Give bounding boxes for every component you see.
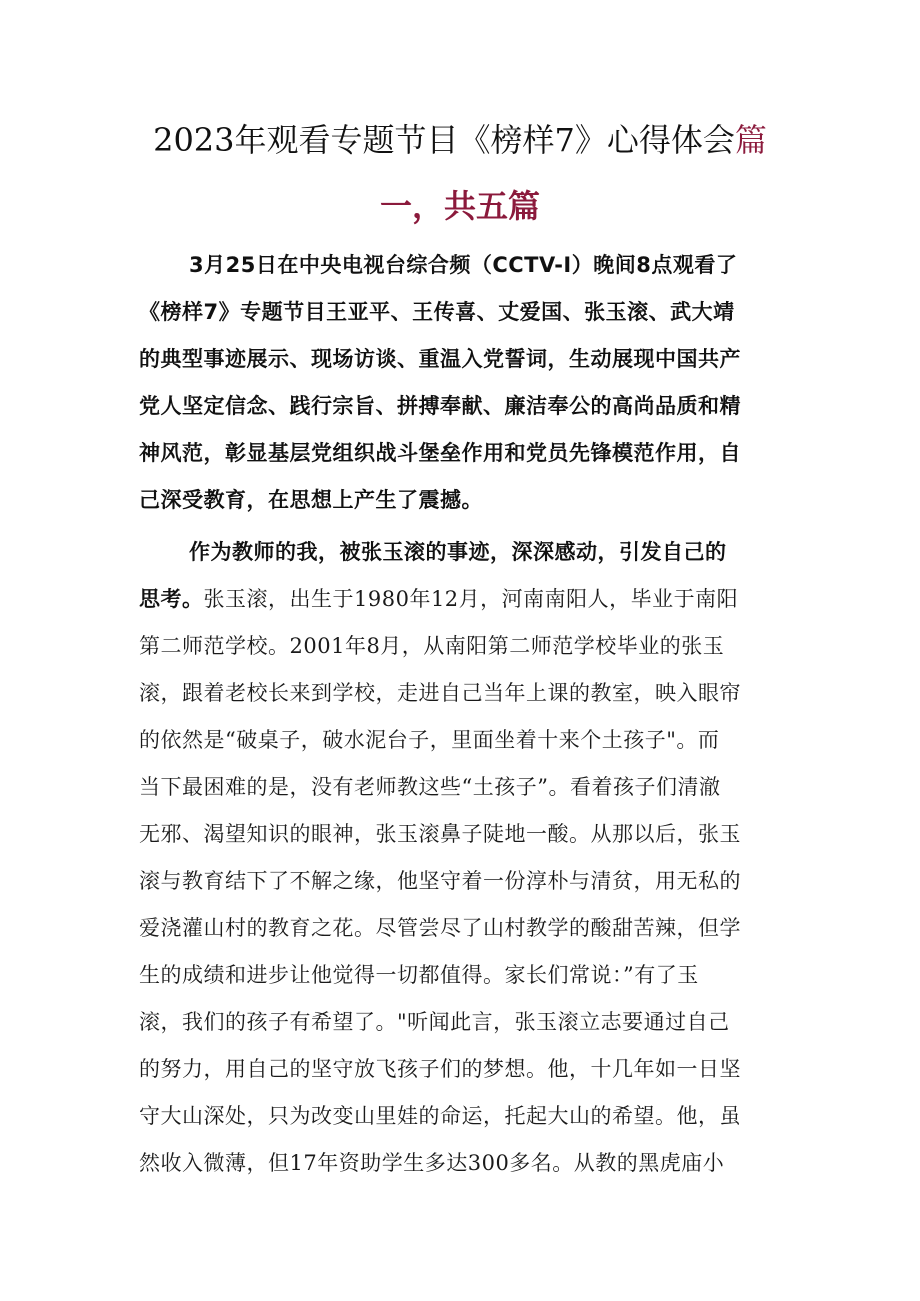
- paragraph-2-line: 当下最困难的是，没有老师教这些“土孩子”。看着孩子们清澈: [139, 775, 721, 799]
- paragraph-1-line: 3月25日在中央电视台综合频（CCTV-I）晚间8点观看了: [189, 253, 738, 277]
- paragraph-2-line: 爱浇灌山村的教育之花。尽管尝尽了山村教学的酸甜苦辣，但学: [139, 916, 741, 940]
- paragraph-1: [139, 250, 789, 530]
- title-main-text: 2023年观看专题节目《榜样7》心得体会: [153, 121, 735, 159]
- paragraph-2-line: 滚，跟着老校长来到学校，走进自己当年上课的教室，映入眼帘: [139, 681, 741, 705]
- paragraph-2-line: 的努力，用自己的坚守放飞孩子们的梦想。他，十几年如一日坚: [139, 1057, 741, 1081]
- paragraph-1-line: 《榜样7》专题节目王亚平、王传喜、丈爱国、张玉滚、武大靖: [139, 300, 735, 324]
- document-title-line1: [100, 120, 820, 160]
- paragraph-2-line: 滚与教育结下了不解之缘，他坚守着一份淳朴与清贫，用无私的: [139, 869, 741, 893]
- paragraph-2-lead-line: 作为教师的我，被张玉滚的事迹，深深感动，引发自己的: [189, 540, 727, 564]
- paragraph-2-line: 守大山深处，只为改变山里娃的命运，托起大山的希望。他，虽: [139, 1104, 741, 1128]
- paragraph-2-line: 然收入微薄，但17年资助学生多达300多名。从教的黑虎庙小: [139, 1151, 725, 1175]
- paragraph-1-line: 己深受教育，在思想上产生了震撼。: [139, 488, 483, 512]
- paragraph-2-line: 无邪、渴望知识的眼神，张玉滚鼻子陡地一酸。从那以后，张玉: [139, 822, 741, 846]
- paragraph-2-line: 的依然是“破桌子，破水泥台子，里面坐着十来个土孩子"。而: [139, 728, 720, 752]
- paragraph-2: [139, 537, 789, 1237]
- paragraph-2-text: 张玉滚，出生于1980年12月，河南南阳人，毕业于南阳: [203, 587, 739, 611]
- paragraph-2-line: 生的成绩和进步让他觉得一切都值得。家长们常说：”有了玉: [139, 963, 699, 987]
- document-title-line2: 一，共五篇: [379, 187, 540, 225]
- paragraph-1-line: 神风范，彰显基层党组织战斗堡垒作用和党员先锋模范作用，自: [139, 441, 741, 465]
- paragraph-2-line: [139, 584, 738, 614]
- paragraph-1-line: 党人坚定信念、践行宗旨、拼搏奉献、廉洁奉公的高尚品质和精: [139, 394, 741, 418]
- title-accent-text: 篇: [734, 121, 767, 159]
- paragraph-1-line: 的典型事迹展示、现场访谈、重温入党誓词，生动展现中国共产: [139, 347, 741, 371]
- paragraph-2-line: 第二师范学校。2001年8月，从南阳第二师范学校毕业的张玉: [139, 634, 725, 658]
- paragraph-2-line: 滚，我们的孩子有希望了。"听闻此言，张玉滚立志要通过自己: [139, 1010, 730, 1034]
- paragraph-2-lead-end: 思考。: [139, 587, 204, 611]
